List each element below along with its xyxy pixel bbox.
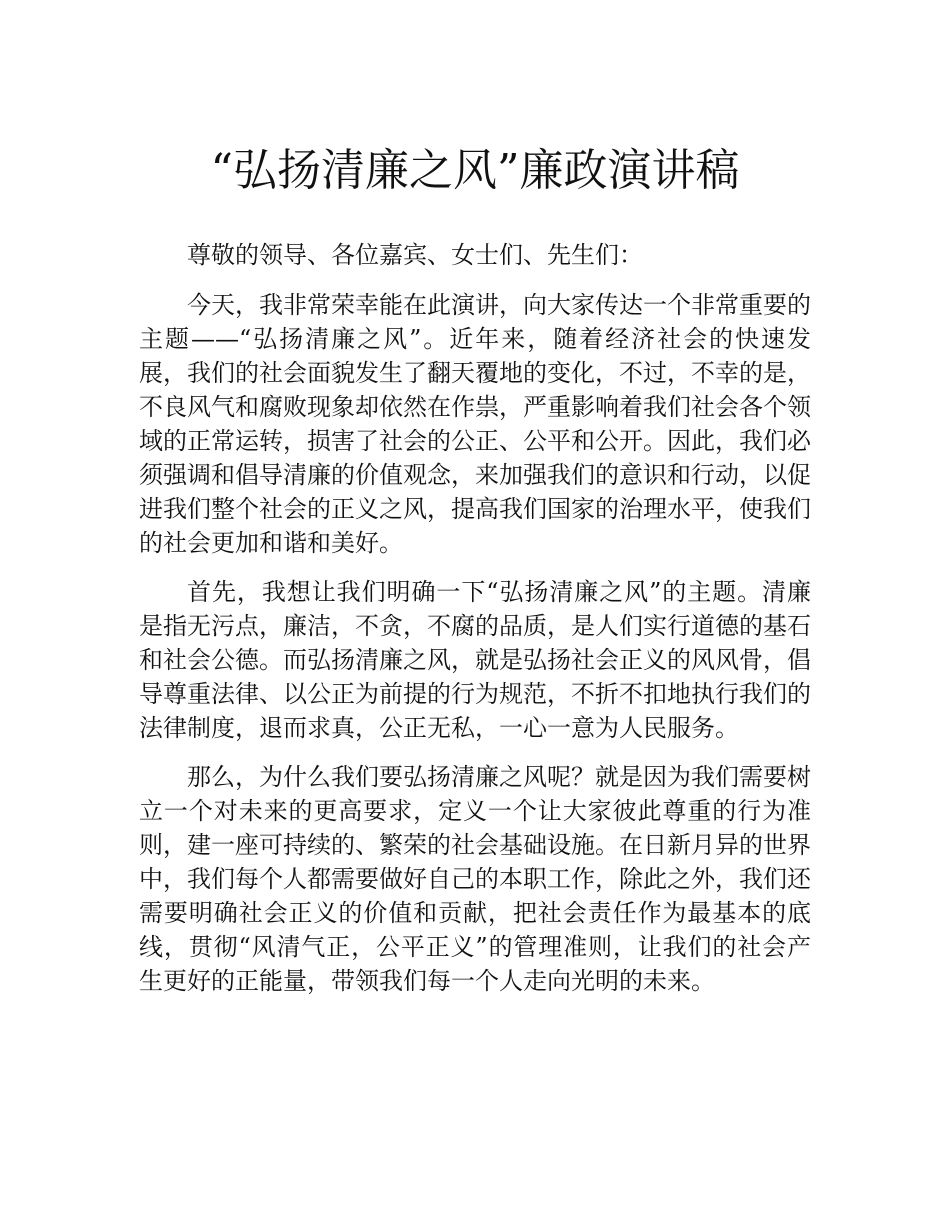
- paragraph-introduction: 今天，我非常荣幸能在此演讲，向大家传达一个非常重要的主题——“弘扬清廉之风”。近年来，随着经济社会的快速发展，我们的社会面貌发生了翻天覆地的变化，不过，不幸的是，不良风气和腐败现象却依然在作祟，严重影响着我们社会各个领域的正常运转，损害了社会的公正、公平和公开。因此，我们必须强调和倡导清廉的价值观念，来加强我们的意识和行动，以促进我们整个社会的正义之风，提高我们国家的治理水平，使我们的社会更加和谐和美好。: [139, 291, 811, 557]
- document-body: [139, 238, 811, 1013]
- paragraph-salutation: 尊敬的领导、各位嘉宾、女士们、先生们：: [187, 241, 643, 269]
- paragraph-definition: 首先，我想让我们明确一下“弘扬清廉之风”的主题。清廉是指无污点，廉洁，不贪，不腐的品质，是人们实行道德的基石和社会公德。而弘扬清廉之风，就是弘扬社会正义的风风骨，倡导尊重法律、以公正为前提的行为规范，不折不扣地执行我们的法律制度，退而求真，公正无私，一心一意为人民服务。: [139, 578, 811, 742]
- document-title: “弘扬清廉之风”廉政演讲稿: [210, 145, 740, 196]
- paragraph-reasons: 那么，为什么我们要弘扬清廉之风呢？就是因为我们需要树立一个对未来的更高要求，定义一个让大家彼此尊重的行为准则，建一座可持续的、繁荣的社会基础设施。在日新月异的世界中，我们每个人都需要做好自己的本职工作，除此之外，我们还需要明确社会正义的价值和贡献，把社会责任作为最基本的底线，贯彻“风清气正，公平正义”的管理准则，让我们的社会产生更好的正能量，带领我们每一个人走向光明的未来。: [139, 763, 811, 995]
